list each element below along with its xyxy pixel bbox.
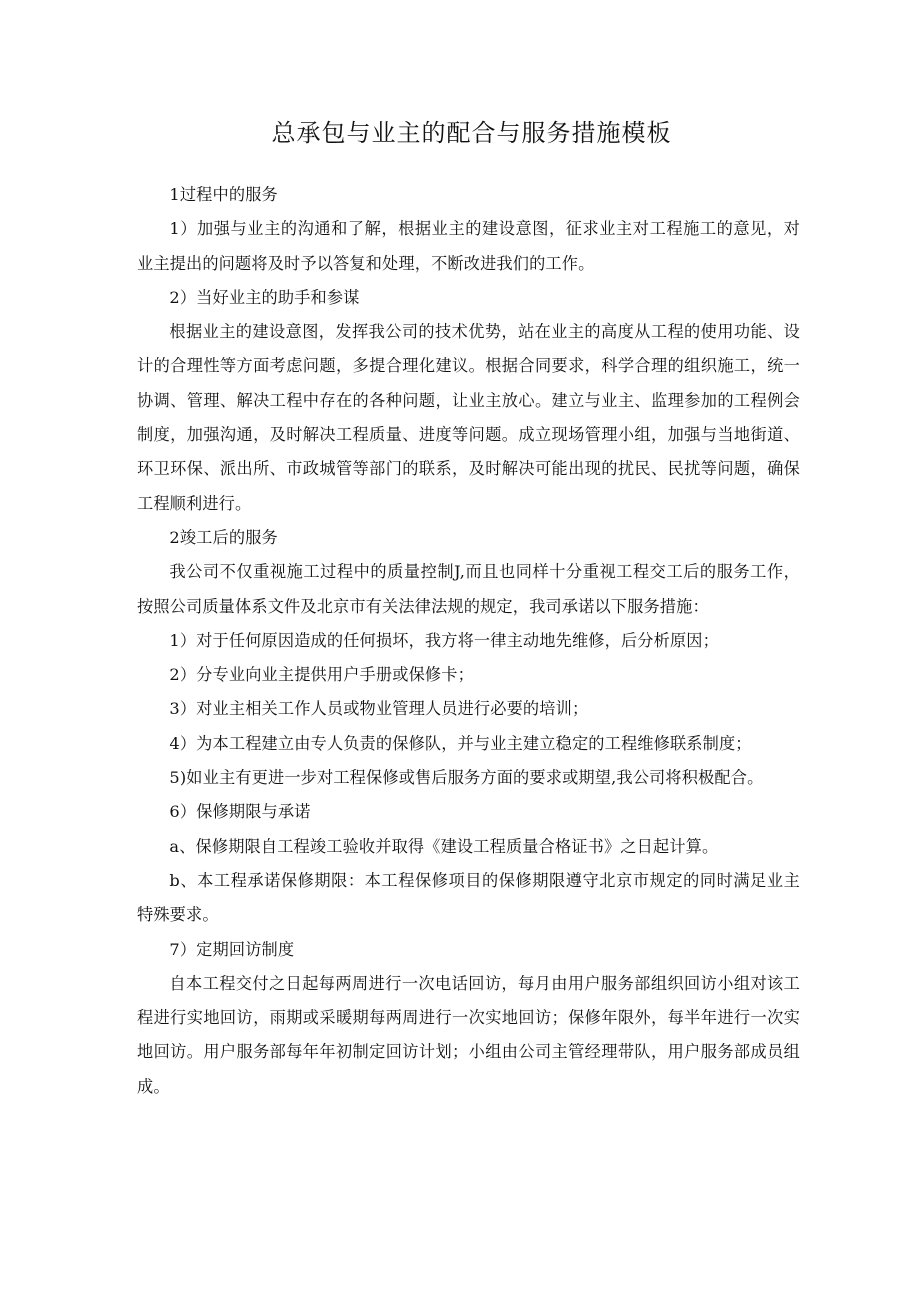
list-item-cooperation: 5)如业主有更进一步对工程保修或售后服务方面的要求或期望,我公司将积极配合。 bbox=[169, 768, 764, 788]
document-title: 总承包与业主的配合与服务措施模板 bbox=[271, 119, 672, 147]
list-item-training: 3）对业主相关工作人员或物业管理人员进行必要的培训； bbox=[169, 699, 589, 719]
warranty-item-b: b、本工程承诺保修期限：本工程保修项目的保修期限遵守北京市规定的同时满足业主特殊要求。 bbox=[137, 870, 800, 925]
paragraph-return-visit: 自本工程交付之日起每两周进行一次电话回访，每月由用户服务部组织回访小组对该工程进行实地回访，雨期或采暖期每两周进行一次实地回访；保修年限外，每半年进行一次实地回访。用户服务部每年年初制定回访计划；小组由公司主管经理带队，用户服务部成员组成。 bbox=[137, 973, 800, 1096]
document-body bbox=[137, 178, 800, 1104]
section-heading-during-construction: 1过程中的服务 bbox=[169, 185, 278, 204]
list-item-maintenance-team: 4）为本工程建立由专人负责的保修队，并与业主建立稳定的工程维修联系制度； bbox=[169, 733, 752, 753]
paragraph-after-completion-intro: 我公司不仅重视施工过程中的质量控制J,而且也同样十分重视工程交工后的服务工作，按照公司质量体系文件及北京市有关法律法规的规定，我司承诺以下服务措施： bbox=[137, 562, 800, 616]
section-heading-after-completion: 2竣工后的服务 bbox=[169, 527, 278, 547]
warranty-item-a: a、保修期限自工程竣工验收并取得《建设工程质量合格证书》之日起计算。 bbox=[169, 836, 719, 856]
subheading-assistant-advisor: 2）当好业主的助手和参谋 bbox=[169, 287, 360, 307]
paragraph-communication: 1）加强与业主的沟通和了解，根据业主的建设意图，征求业主对工程施工的意见，对业主提出的问题将及时予以答复和处理，不断改进我们的工作。 bbox=[137, 219, 800, 273]
subheading-return-visit: 7）定期回访制度 bbox=[169, 939, 295, 959]
paragraph-advisor-details: 根据业主的建设意图，发挥我公司的技术优势，站在业主的高度从工程的使用功能、设计的合理性等方面考虑问题，多提合理化建议。根据合同要求，科学合理的组织施工，统一协调、管理、解决工程中存在的各种问题，让业主放心。建立与业主、监理参加的工程例会制度，加强沟通，及时解决工程质量、进度等问题。成立现场管理小组，加强与当地街道、环卫环保、派出所、市政城管等部门的联系，及时解决可能出现的扰民、民扰等问题，确保工程顺利进行。 bbox=[137, 322, 800, 513]
subheading-warranty: 6）保修期限与承诺 bbox=[169, 802, 311, 822]
list-item-manual: 2）分专业向业主提供用户手册或保修卡； bbox=[169, 665, 474, 685]
list-item-repair: 1）对于任何原因造成的任何损坏，我方将一律主动地先维修，后分析原因； bbox=[169, 630, 719, 650]
